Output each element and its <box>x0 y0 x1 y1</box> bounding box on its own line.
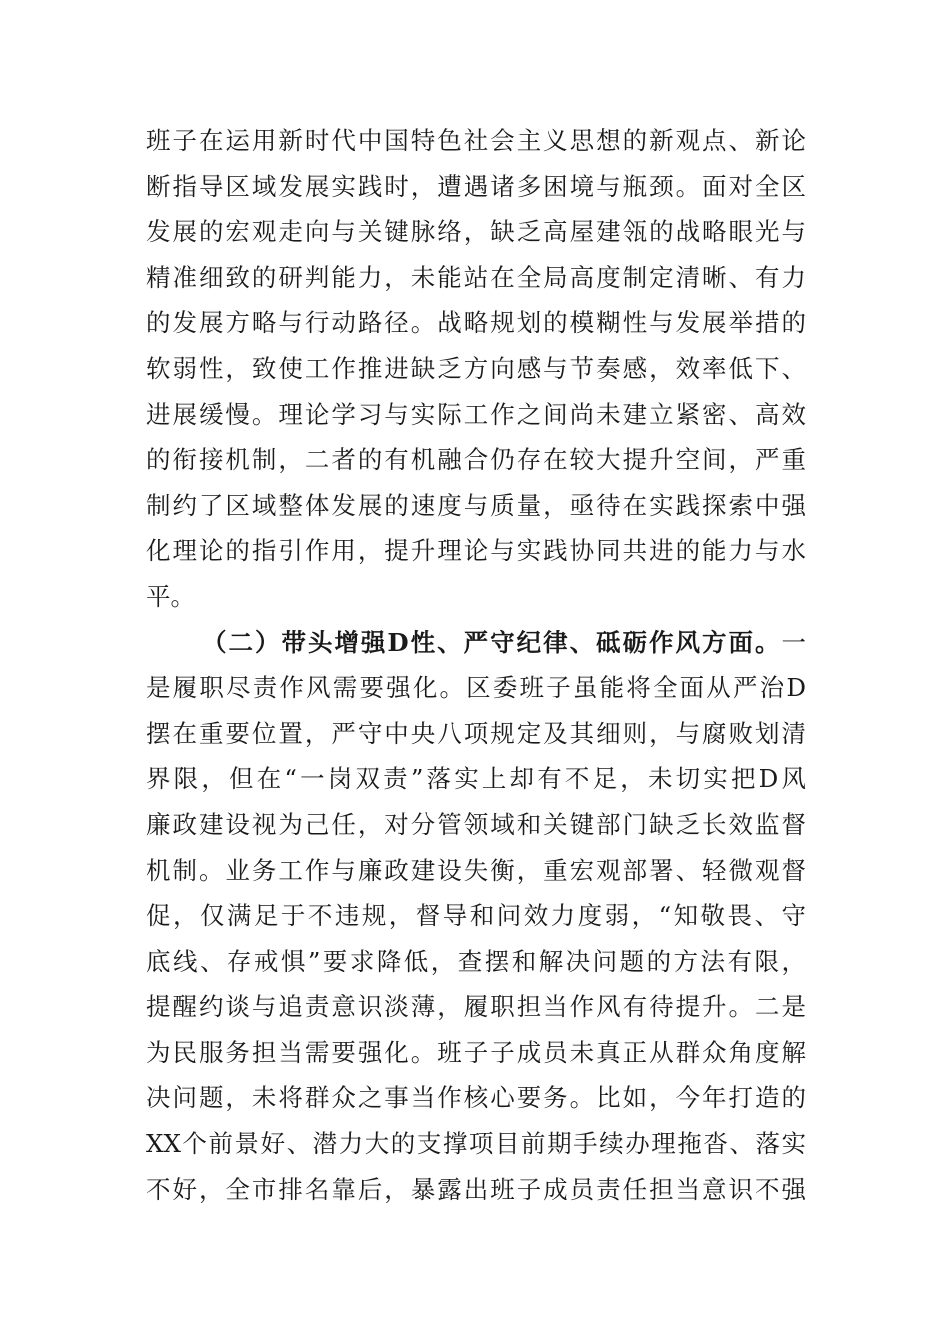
heading-continuation: 一 <box>781 627 806 657</box>
text-line: 的发展方略与行动路径。战略规划的模糊性与发展举措的 <box>146 308 806 338</box>
section-heading-line <box>146 620 806 666</box>
text-line: XX个前景好、潜力大的支撑项目前期手续办理拖沓、落实 <box>146 1129 806 1159</box>
text-line: 进展缓慢。理论学习与实际工作之间尚未建立紧密、高效 <box>146 399 806 429</box>
text-line: 为民服务担当需要强化。班子子成员未真正从群众角度解 <box>146 1037 806 1067</box>
text-line: 廉政建设视为己任，对分管领域和关键部门缺乏长效监督 <box>146 809 806 839</box>
text-line: 决问题，未将群众之事当作核心要务。比如，今年打造的 <box>146 1083 806 1113</box>
text-line: 断指导区域发展实践时，遭遇诸多困境与瓶颈。面对全区 <box>146 171 806 201</box>
text-line: 软弱性，致使工作推进缺乏方向感与节奏感，效率低下、 <box>146 353 806 383</box>
document-body <box>146 118 806 1212</box>
text-line: 的衔接机制，二者的有机融合仍存在较大提升空间，严重 <box>146 445 806 475</box>
text-line: 提醒约谈与追责意识淡薄，履职担当作风有待提升。二是 <box>146 992 806 1022</box>
text-line: 化理论的指引作用，提升理论与实践协同共进的能力与水 <box>146 536 806 566</box>
text-line: 平。 <box>146 581 195 611</box>
text-line: 促，仅满足于不违规，督导和问效力度弱，“知敬畏、守 <box>146 901 806 931</box>
paragraph-2 <box>146 620 806 1213</box>
text-line: 发展的宏观走向与关键脉络，缺乏高屋建瓴的战略眼光与 <box>146 217 806 247</box>
paragraph-1 <box>146 118 806 620</box>
text-line: 摆在重要位置，严守中央八项规定及其细则，与腐败划清 <box>146 718 806 748</box>
text-line: 机制。业务工作与廉政建设失衡，重宏观部署、轻微观督 <box>146 855 806 885</box>
section-heading: （二）带头增强D性、严守纪律、砥砺作风方面。 <box>202 627 782 657</box>
text-line: 不好，全市排名靠后，暴露出班子成员责任担当意识不强 <box>146 1174 806 1204</box>
text-line: 班子在运用新时代中国特色社会主义思想的新观点、新论 <box>146 126 806 155</box>
text-line: 是履职尽责作风需要强化。区委班子虽能将全面从严治D <box>146 673 806 703</box>
text-line: 精准细致的研判能力，未能站在全局高度制定清晰、有力 <box>146 262 806 292</box>
text-line: 制约了区域整体发展的速度与质量，亟待在实践探索中强 <box>146 490 806 520</box>
text-line: 界限，但在“一岗双责”落实上却有不足，未切实把D风 <box>146 764 806 794</box>
text-line: 底线、存戒惧”要求降低，查摆和解决问题的方法有限， <box>146 946 806 976</box>
